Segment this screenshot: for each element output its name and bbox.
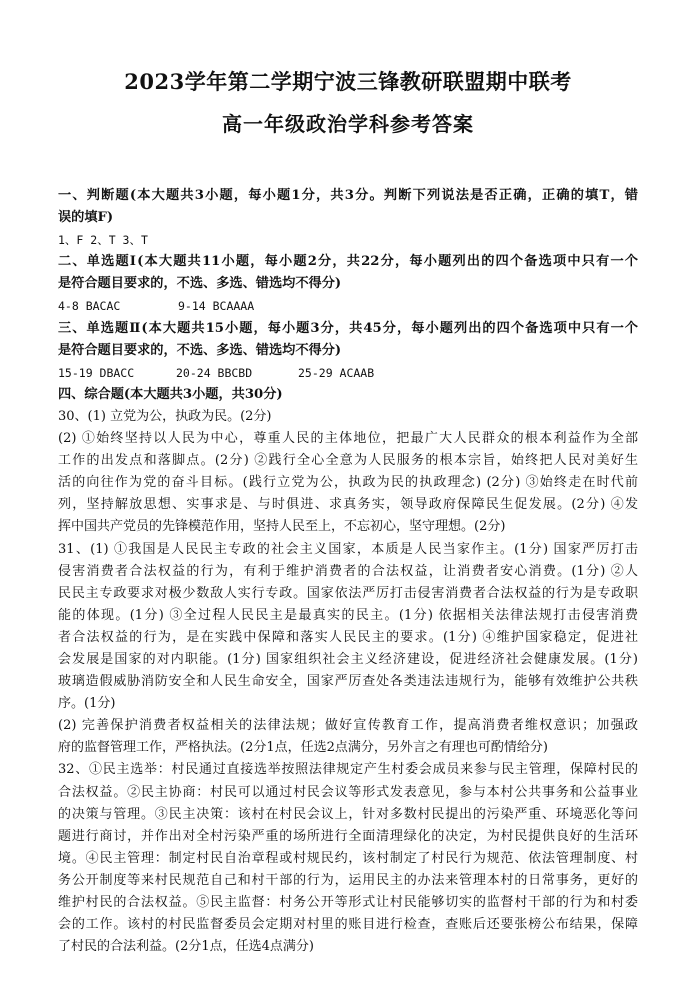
q32-line: 的决策与管理。③民主决策：该村在村民会议上，针对多数村民提出的污染严重、环境恶化等问: [58, 806, 638, 822]
q31-part1-line: 会发展是国家的对内职能。(1分) 国家组织社会主义经济建设，促进经济社会健康发展。(1分): [58, 651, 638, 667]
section-3-heading: 三、单选题Ⅱ(本大题共15小题，每小题3分，共45分，每小题列出的四个备选项中只有一个: [58, 320, 638, 336]
document-title: 2023学年第二学期宁波三锋教研联盟期中联考: [124, 69, 572, 94]
answer-group: 4-8 BACAC: [58, 299, 121, 314]
q32-line: 32、①民主选举：村民通过直接选举按照法律规定产生村委会成员来参与民主管理，保障村民的: [58, 762, 638, 778]
answer-group: 9-14 BCAAAA: [178, 299, 255, 314]
section-3-answers: [58, 362, 638, 384]
q31-part1-line: 民民主专政要求对极少数敌人实行专政。国家依法严厉打击侵害消费者合法权益的行为是专政职: [58, 585, 638, 601]
q32-line: 合法权益。②民主协商：村民可以通过村民会议等形式发表意见，参与本村公共事务和公益事业: [58, 784, 638, 800]
section-3-heading-cont: 是符合题目要求的，不选、多选、错选均不得分): [58, 342, 342, 358]
q31-part2-line: 府的监督管理工作，严格执法。(2分1点，任选2点满分，另外言之有理也可酌情给分): [58, 740, 548, 756]
q31-part1-line: 者合法权益的行为，是在实践中保障和落实人民民主的要求。(1分) ④维护国家稳定，促进社: [58, 629, 638, 645]
section-1-heading: 一、判断题(本大题共3小题，每小题1分，共3分。判断下列说法是否正确，正确的填T，错: [58, 188, 638, 203]
q31-part2-line: (2) 完善保护消费者权益相关的法律法规；做好宣传教育工作，提高消费者维权意识；加强政: [58, 718, 638, 734]
q30-part2-line: 列，坚持解放思想、实事求是、与时俱进、求真务实，领导政府保障民生促发展。(2分) ④发: [58, 497, 638, 513]
q31-part1-line: 侵害消费者合法权益的行为，有利于维护消费者的合法权益，让消费者安心消费。(1分) ②人: [58, 563, 638, 579]
q31-part1-line: 序。(1分): [58, 696, 116, 712]
answer-body: [58, 185, 638, 958]
section-2-answers: [58, 295, 638, 317]
q32-line: 题进行商讨，并作出对全村污染严重的场所进行全面清理绿化的决定，为村民提供良好的生活环: [58, 828, 638, 844]
q32-line: 务公开制度等来村民规范自己和村干部的行为，运用民主的办法来管理本村的日常事务，更好的: [58, 872, 638, 888]
q30-part2-line: 挥中国共产党员的先锋模范作用，坚持人民至上，不忘初心，坚守理想。(2分): [58, 519, 506, 535]
answer-group: 15-19 DBACC: [58, 365, 135, 380]
q32-line: 会的工作。该村的村民监督委员会定期对村里的账目进行检查，查账后还要张榜公布结果，保障: [58, 917, 638, 933]
q30-part2-line: (2) ①始终坚持以人民为中心，尊重人民的主体地位，把最广大人民群众的根本利益作为全部: [58, 431, 638, 447]
section-1-heading-cont: 误的填F): [58, 210, 114, 226]
answer-group: 20-24 BBCBD: [176, 365, 253, 380]
q32-line: 维护村民的合法权益。⑤民主监督：村务公开等形式让村民能够切实的监督村干部的行为和村委: [58, 895, 638, 910]
q31-part1-line: 玻璃造假威胁消防安全和人民生命安全，国家严厉查处各类违法违规行为，能够有效维护公共秩: [58, 674, 638, 690]
q31-part1-line: 能的体现。(1分) ③全过程人民民主是最真实的民主。(1分) 依据相关法律法规打击侵害消费: [58, 607, 638, 623]
section-1-answers: 1、F 2、T 3、T: [58, 233, 148, 248]
section-2-heading: 二、单选题Ⅰ(本大题共11小题，每小题2分，共22分，每小题列出的四个备选项中只有一个: [58, 254, 638, 270]
q30-part1: 30、(1) 立党为公，执政为民。(2分): [58, 408, 272, 424]
section-4-heading: 四、综合题(本大题共3小题，共30分): [58, 386, 283, 402]
document-subtitle: 高一年级政治学科参考答案: [222, 112, 474, 136]
q30-part2-line: 活的向往作为党的奋斗目标。(践行立党为公，执政为民的执政理念) (2分) ③始终走在时代前: [58, 475, 638, 491]
q31-part1-line: 31、(1) ①我国是人民民主专政的社会主义国家，本质是人民当家作主。(1分) 国家严厉打击: [58, 541, 638, 557]
q32-line: 了村民的合法利益。(2分1点，任选4点满分): [58, 939, 314, 955]
q30-part2-line: 工作的出发点和落脚点。(2分) ②践行全心全意为人民服务的根本宗旨，始终把人民对美好生: [58, 453, 638, 469]
answer-group: 25-29 ACAAB: [298, 365, 375, 380]
section-2-heading-cont: 是符合题目要求的，不选、多选、错选均不得分): [58, 276, 342, 292]
q32-line: 境。④民主管理：制定村民自治章程或村规民约，该村制定了村民行为规范、依法管理制度、村: [58, 850, 638, 866]
